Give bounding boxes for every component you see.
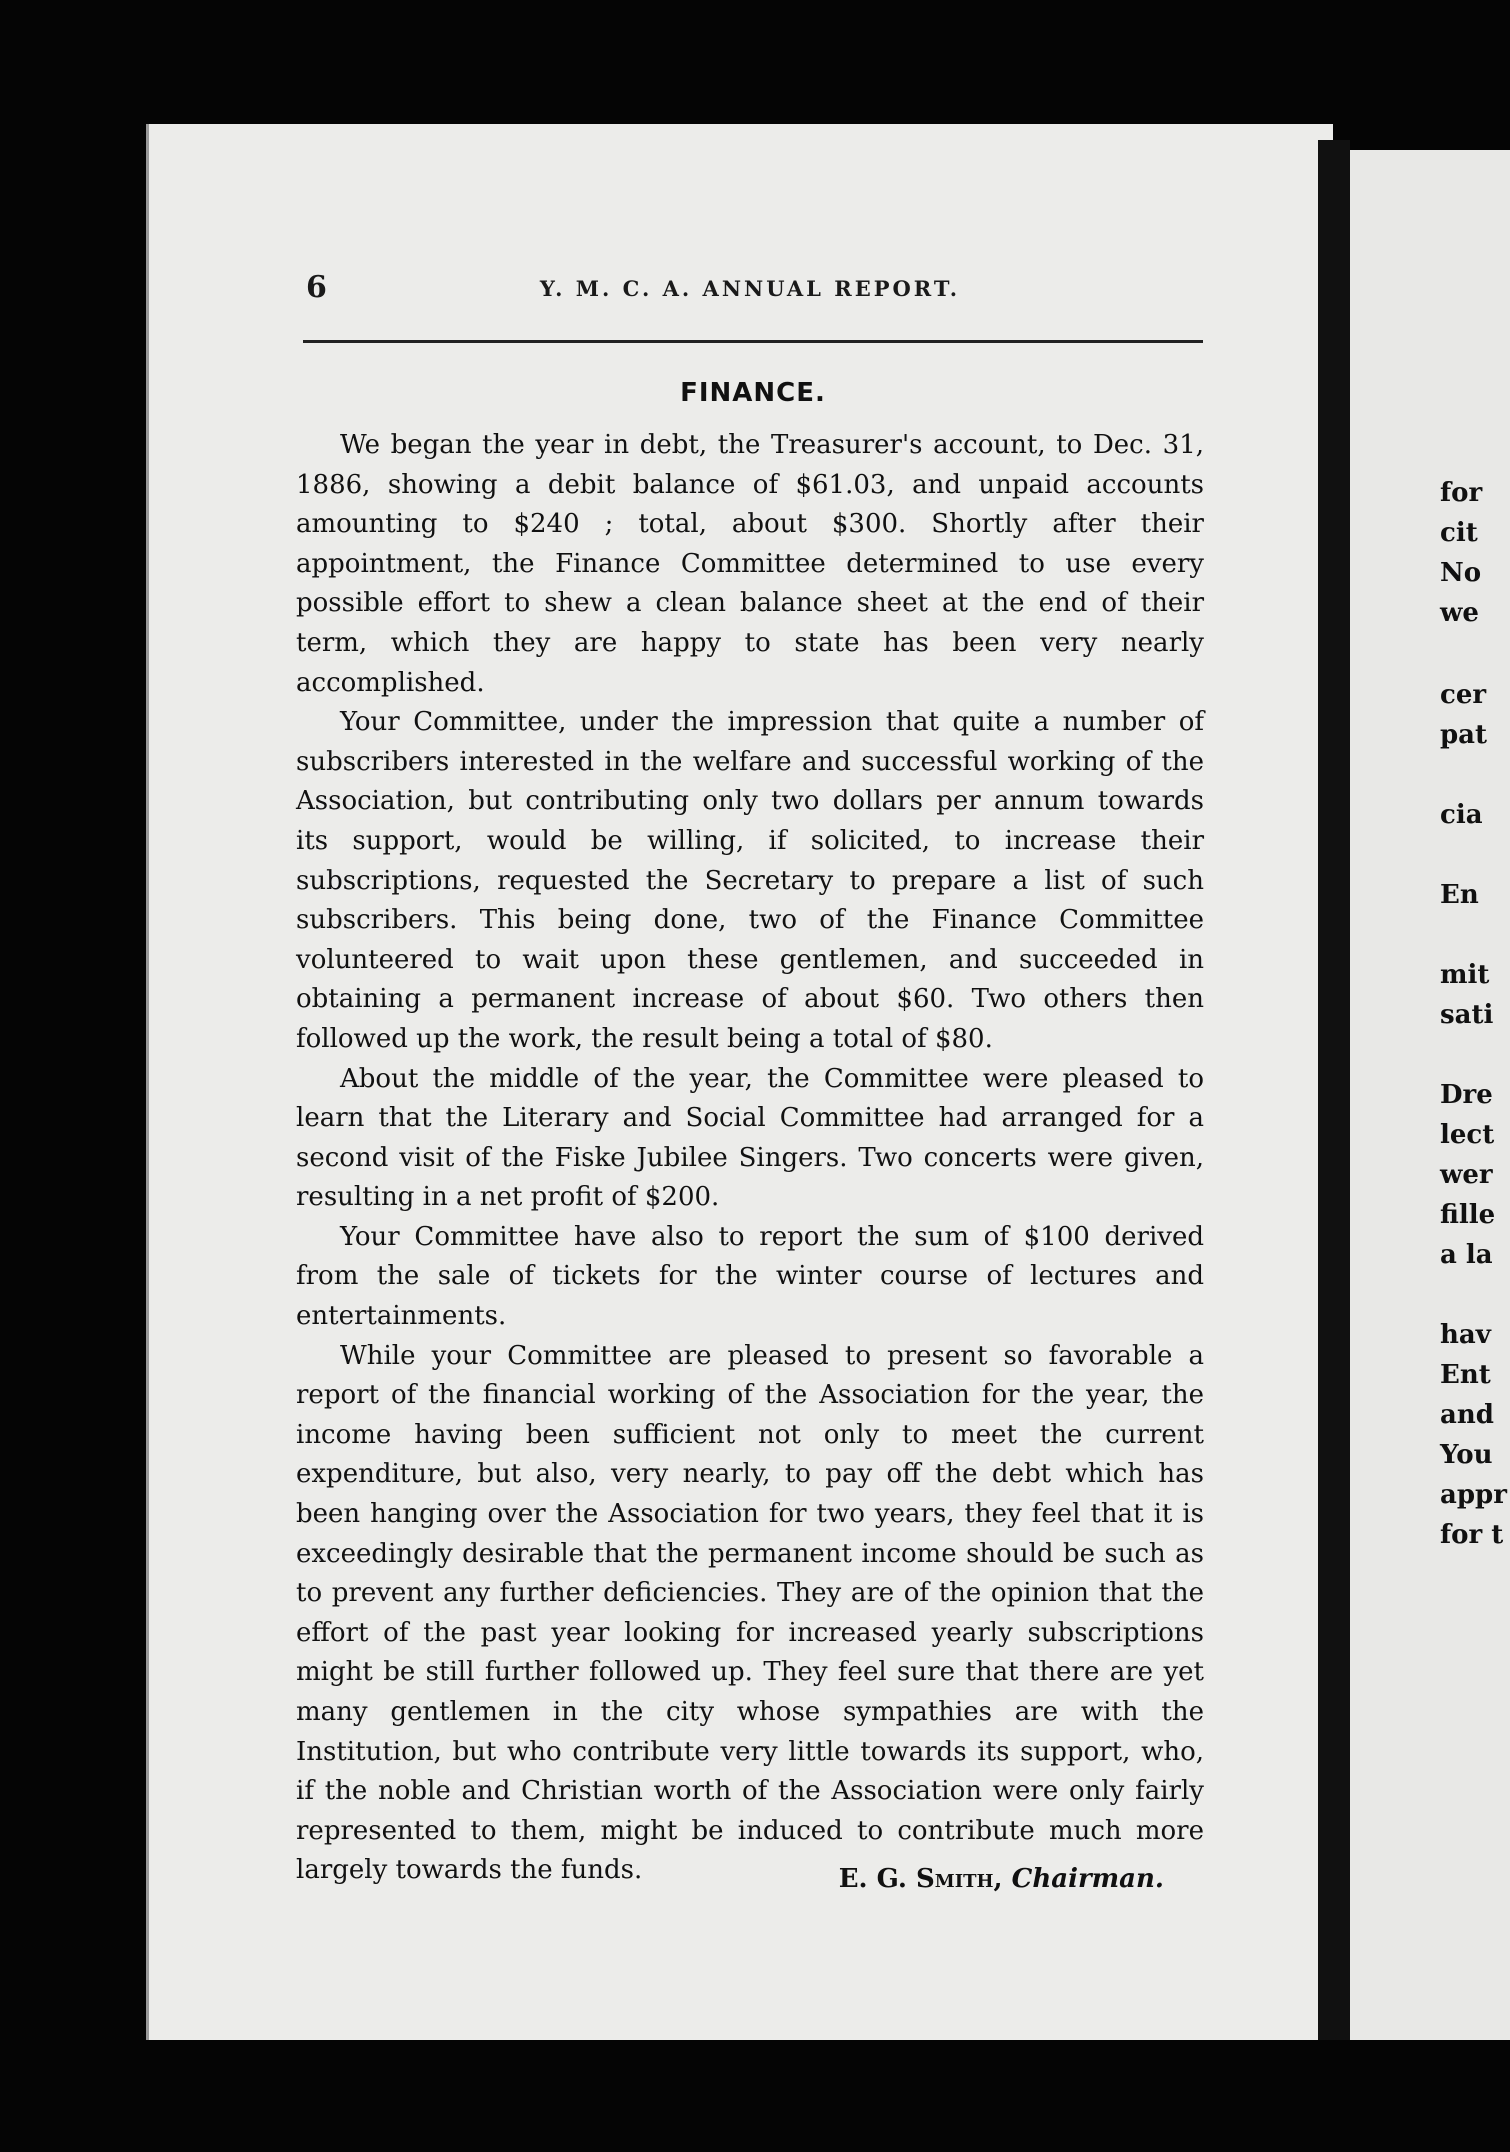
edge-fragment: and — [1440, 1400, 1494, 1430]
paragraph: About the middle of the year, the Committee were pleased to learn that the Literary and Social Committee had arranged for a second visit of the Fiske Jubilee Singers. Two concerts were given, resulting in a net profit of $200. — [296, 1063, 1204, 1213]
edge-fragment: Dre — [1440, 1080, 1493, 1110]
signature-title: Chairman. — [1011, 1864, 1164, 1894]
book-gutter — [1318, 140, 1350, 2040]
page-number: 6 — [306, 270, 327, 305]
paragraph: Your Committee, under the impression that quite a number of subscribers interested in the welfare and successful working of the Association, but contributing only two dollars per annum towards its support, would be willing, if solicited, to increase their subscriptions, requested the Secretary to prepare a list of such subscribers. This being done, two of the Finance Committee volunteered to wait upon these gentlemen, and succeeded in obtaining a permanent increase of about $60. Two others then followed up the work, the result being a total of $80. — [296, 707, 1204, 1054]
edge-fragment: pat — [1440, 720, 1488, 750]
edge-fragment: No — [1440, 558, 1482, 588]
page-header — [160, 270, 1200, 310]
edge-fragment: cia — [1440, 800, 1483, 830]
signature-name: E. G. Smith, — [838, 1864, 1003, 1894]
running-head: Y. M. C. A. ANNUAL REPORT. — [539, 276, 961, 301]
edge-fragment: for t — [1440, 1520, 1504, 1550]
edge-fragment: hav — [1440, 1320, 1491, 1350]
edge-fragment: Ent — [1440, 1360, 1491, 1390]
edge-fragment: appr — [1440, 1480, 1507, 1510]
paragraph: While your Committee are pleased to present so favorable a report of the financial working of the Association for the year, the income having been sufficient not only to meet the current expenditure, but also, very nearly, to pay off the debt which has been hanging over the Association for two years, they feel that it is exceedingly desirable that the permanent income should be such as to prevent any further deficiencies. They are of the opinion that the effort of the past year looking for increased yearly subscriptions might be still further followed up. They feel sure that there are yet many gentlemen in the city whose sympathies are with the Institution, but who contribute very little towards its support, who, if the noble and Christian worth of the Association were only fairly represented to them, might be induced to contribute much more largely towards the funds. — [296, 1340, 1204, 1886]
edge-fragment: fille — [1440, 1200, 1496, 1230]
paragraph: Your Committee have also to report the sum of $100 derived from the sale of tickets for the winter course of lectures and entertainments. — [296, 1221, 1204, 1332]
section-title: FINANCE. — [680, 378, 826, 408]
body-text — [296, 426, 1204, 1891]
edge-fragment: cer — [1440, 680, 1487, 710]
header-rule — [303, 340, 1203, 343]
edge-fragment: a la — [1440, 1240, 1493, 1270]
edge-fragment: sati — [1440, 1000, 1494, 1030]
edge-fragment: cit — [1440, 518, 1478, 548]
paragraph: We began the year in debt, the Treasurer's account, to Dec. 31, 1886, showing a debit balance of $61.03, and unpaid accounts amounting to $240 ; total, about $300. Shortly after their appointment, the Finance Committee determined to use every possible effort to shew a clean balance sheet at the end of their term, which they are happy to state has been very nearly accomplished. — [296, 430, 1204, 698]
edge-fragment: lect — [1440, 1120, 1495, 1150]
edge-fragment: You — [1440, 1440, 1493, 1470]
edge-fragment: wer — [1440, 1160, 1493, 1190]
edge-fragment: for — [1440, 478, 1483, 508]
edge-fragment: En — [1440, 880, 1479, 910]
signature — [296, 1864, 1164, 1894]
edge-fragment: we — [1440, 598, 1479, 628]
edge-fragment: mit — [1440, 960, 1490, 990]
